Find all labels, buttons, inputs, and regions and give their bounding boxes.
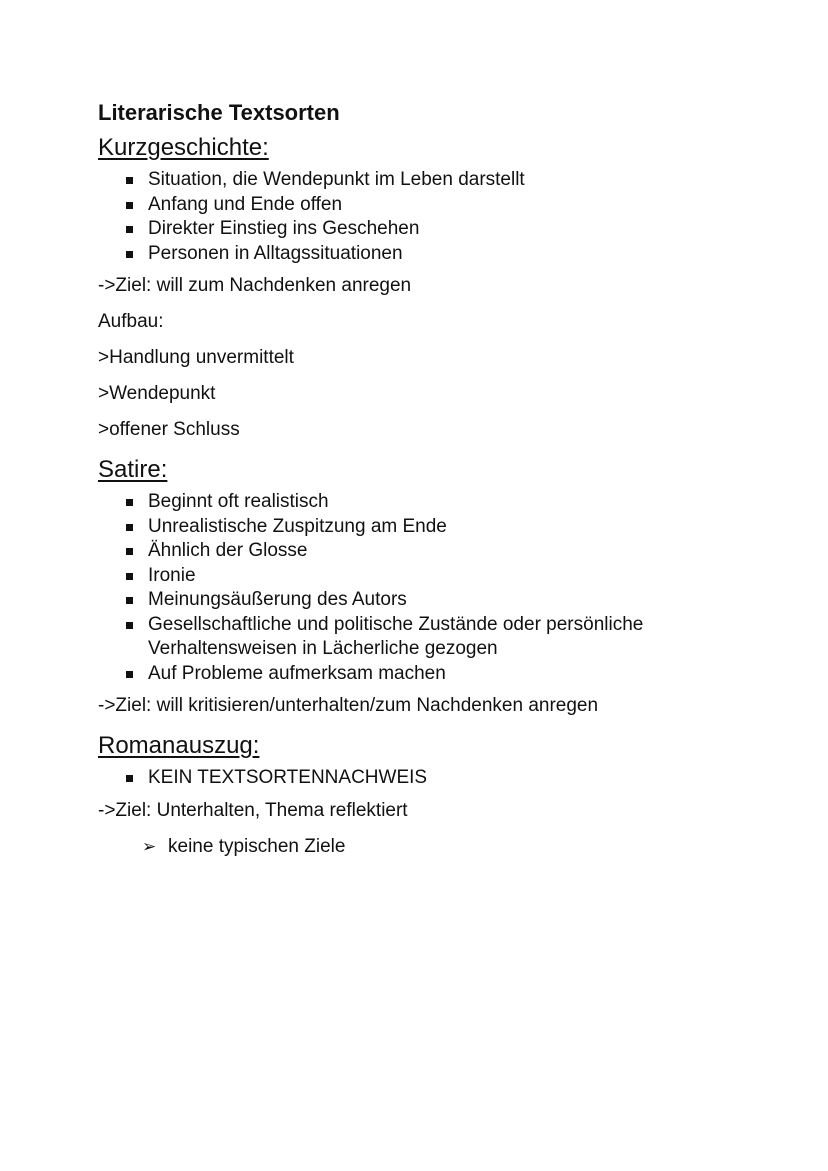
list-item: [148, 588, 758, 613]
square-bullet-icon: [126, 226, 133, 233]
square-bullet-icon: [126, 202, 133, 209]
list-item-text: Beginnt oft realistisch: [148, 491, 329, 512]
section-romanauszug: [98, 730, 758, 859]
list-item: [148, 662, 758, 687]
list-item-text: Personen in Alltagssituationen: [148, 242, 403, 264]
list-item: [148, 490, 758, 515]
list-item-text: Ironie: [148, 564, 196, 586]
section-kurzgeschichte: [98, 132, 758, 442]
square-bullet-icon: [126, 251, 133, 258]
square-bullet-icon: [126, 177, 133, 184]
list-item: [148, 766, 758, 791]
list-item: [148, 168, 758, 193]
list-item-text: Ähnlich der Glosse: [148, 540, 308, 561]
list-item-text: Auf Probleme aufmerksam machen: [148, 662, 446, 684]
list-item-text: Anfang und Ende offen: [148, 193, 343, 215]
list-item: [148, 193, 758, 218]
list-item: [148, 539, 758, 564]
list-item: [148, 515, 758, 540]
bullet-list-romanauszug: [98, 766, 758, 791]
list-item-text: Unrealistische Zuspitzung am Ende: [148, 515, 447, 537]
list-item-text: Direkter Einstieg ins Geschehen: [148, 218, 420, 239]
ziel-romanauszug: ->Ziel: Unterhalten, Thema reflektiert: [98, 799, 408, 821]
document-title: Literarische Textsorten: [98, 100, 340, 125]
list-item: [148, 613, 758, 662]
aufbau-step: >Wendepunkt: [98, 383, 216, 404]
square-bullet-icon: [126, 775, 133, 782]
square-bullet-icon: [126, 671, 133, 678]
square-bullet-icon: [126, 548, 133, 555]
square-bullet-icon: [126, 524, 133, 531]
list-item: [148, 217, 758, 242]
section-heading-satire: Satire:: [98, 456, 168, 483]
ziel-kurzgeschichte: ->Ziel: will zum Nachdenken anregen: [98, 275, 412, 296]
section-heading-kurzgeschichte: Kurzgeschichte:: [98, 134, 269, 161]
square-bullet-icon: [126, 499, 133, 506]
section-satire: [98, 454, 758, 718]
list-item: [142, 835, 758, 859]
list-item-text: Situation, die Wendepunkt im Leben darstellt: [148, 169, 525, 190]
list-item: [148, 242, 758, 267]
bullet-list-kurzgeschichte: [98, 168, 758, 266]
document-content: [98, 98, 758, 859]
list-item-text: Gesellschaftliche und politische Zustände oder persönliche Verhaltensweisen in Lächerliche gezogen: [148, 613, 644, 659]
square-bullet-icon: [126, 597, 133, 604]
square-bullet-icon: [126, 573, 133, 580]
sub-point-list: [98, 835, 758, 859]
aufbau-label: Aufbau:: [98, 311, 164, 332]
list-item: [148, 564, 758, 589]
square-bullet-icon: [126, 622, 133, 629]
ziel-satire: ->Ziel: will kritisieren/unterhalten/zum Nachdenken anregen: [98, 695, 599, 716]
list-item-text: Meinungsäußerung des Autors: [148, 589, 407, 610]
arrowhead-bullet-icon: ➢: [142, 836, 157, 857]
list-item-text: keine typischen Ziele: [168, 835, 346, 857]
aufbau-step: >Handlung unvermittelt: [98, 347, 294, 368]
section-heading-romanauszug: Romanauszug:: [98, 732, 260, 759]
list-item-text: KEIN TEXTSORTENNACHWEIS: [148, 767, 428, 788]
bullet-list-satire: [98, 490, 758, 686]
aufbau-step: >offener Schluss: [98, 419, 240, 440]
